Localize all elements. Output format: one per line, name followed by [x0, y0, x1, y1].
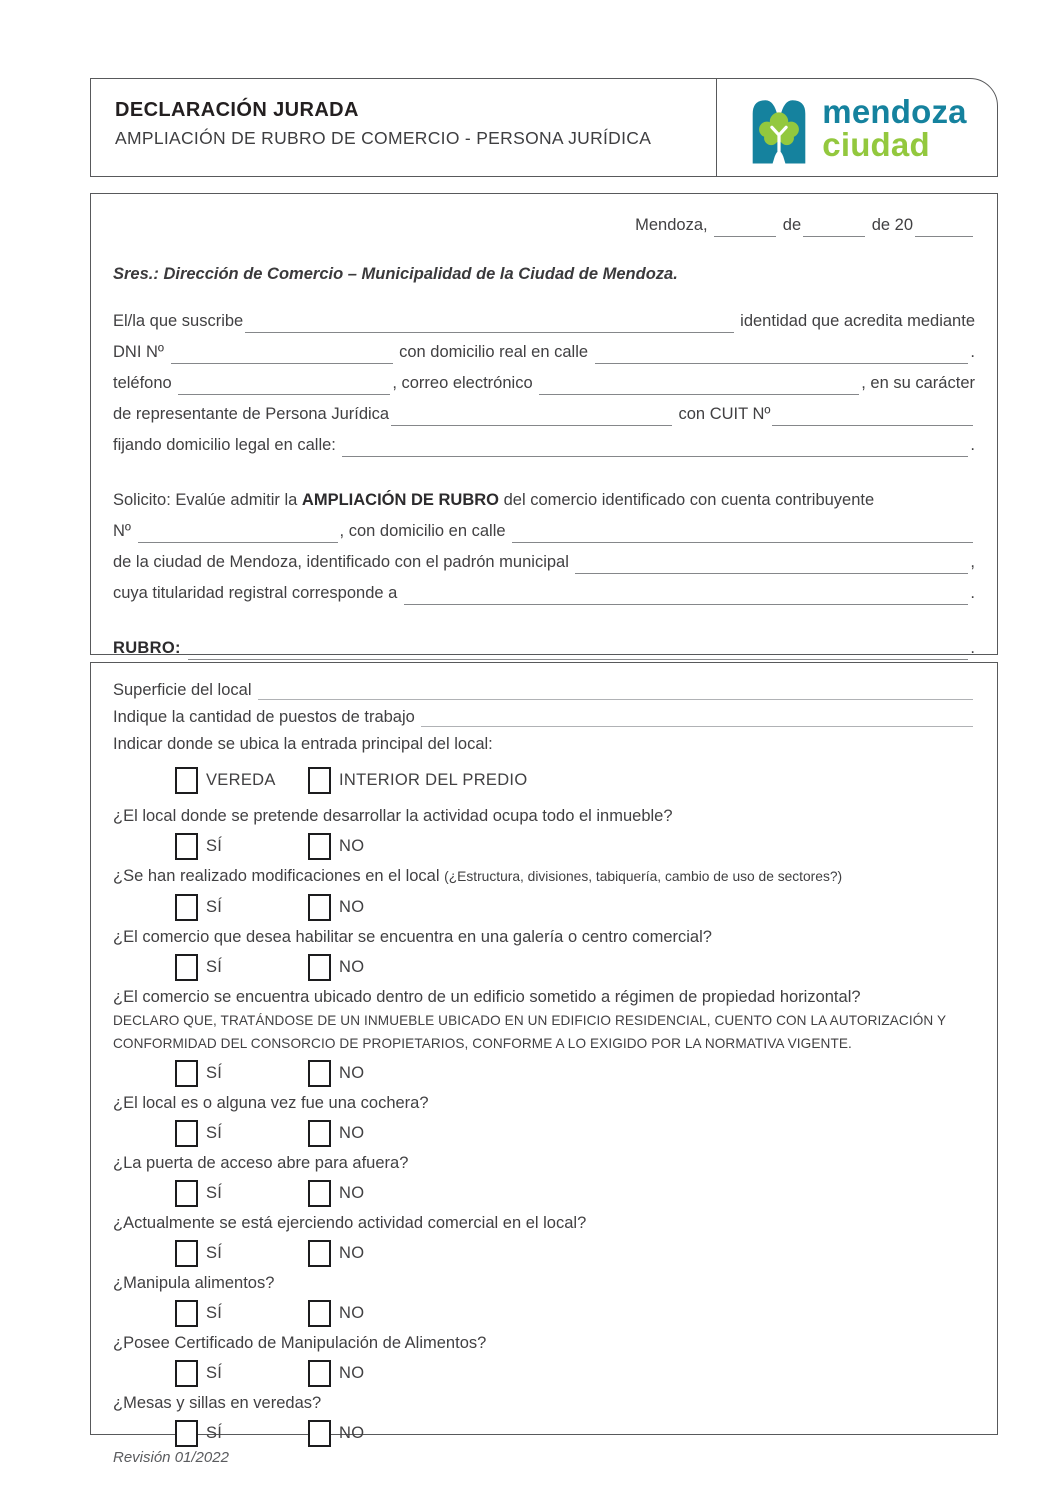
- checkbox-label: SÍ: [206, 1303, 223, 1322]
- checkbox-si[interactable]: [175, 1180, 198, 1207]
- checkbox-option: [308, 767, 527, 794]
- text-segment: Solicito: Evalúe admitir la: [113, 491, 302, 509]
- question-main-text: ¿El local es o alguna vez fue una cochera?: [113, 1094, 429, 1112]
- checkbox-no[interactable]: [308, 1240, 331, 1267]
- form-line: [113, 399, 975, 430]
- blank-field[interactable]: [575, 572, 968, 574]
- text-segment: Nº: [113, 522, 136, 540]
- text-segment: , con domicilio en calle: [339, 522, 511, 540]
- checkbox-no[interactable]: [308, 954, 331, 981]
- checkbox-label: SÍ: [206, 1123, 223, 1142]
- form-line: [113, 337, 975, 368]
- checkbox-no[interactable]: [308, 1060, 331, 1087]
- text-segment: Mendoza,: [635, 216, 713, 234]
- document-subtitle: AMPLIACIÓN DE RUBRO DE COMERCIO - PERSONA JURÍDICA: [115, 128, 652, 148]
- text-segment: fijando domicilio legal en calle:: [113, 436, 341, 454]
- blank-field[interactable]: [539, 393, 859, 395]
- logo-word-mendoza: mendoza: [822, 92, 967, 130]
- question-block: [113, 1391, 975, 1448]
- blank-field[interactable]: [595, 362, 969, 364]
- blank-field[interactable]: [404, 603, 969, 605]
- checkbox-si[interactable]: [175, 894, 198, 921]
- text-segment: de: [778, 216, 802, 234]
- yes-no-row: [175, 1178, 975, 1208]
- question-text: [113, 1151, 975, 1175]
- question-main-text: ¿Posee Certificado de Manipulación de Alimentos?: [113, 1334, 487, 1352]
- checkbox-si[interactable]: [175, 1360, 198, 1387]
- yes-no-row: [175, 1058, 975, 1088]
- checkbox-option: [308, 1240, 364, 1267]
- checkbox-si[interactable]: [175, 1120, 198, 1147]
- checkbox-label: NO: [339, 1123, 365, 1142]
- text-segment: .: [970, 343, 975, 361]
- yes-no-row: [175, 1298, 975, 1328]
- text-segment: Superficie del local: [113, 681, 257, 699]
- checkbox-label: NO: [339, 897, 365, 916]
- question-main-text: ¿Manipula alimentos?: [113, 1274, 275, 1292]
- checkbox-option: [308, 1420, 364, 1447]
- checkbox-option: [175, 1240, 308, 1267]
- question-block: [113, 1271, 975, 1328]
- text-segment: RUBRO:: [113, 639, 186, 657]
- question-block: [113, 985, 975, 1088]
- question-text: [113, 864, 975, 889]
- checkbox-label: SÍ: [206, 1063, 223, 1082]
- text-segment: del comercio identificado con cuenta contribuyente: [499, 491, 875, 509]
- checkbox-label: SÍ: [206, 897, 223, 916]
- blank-field[interactable]: [188, 658, 969, 660]
- question-text: [113, 1211, 975, 1235]
- rubro-line: [113, 633, 975, 664]
- question-text: [113, 1391, 975, 1415]
- blank-field[interactable]: [245, 331, 733, 333]
- letter-body: [113, 306, 975, 461]
- blank-field[interactable]: [178, 393, 390, 395]
- question-main-text: ¿Mesas y sillas en veredas?: [113, 1394, 322, 1412]
- text-segment: con domicilio real en calle: [394, 343, 593, 361]
- text-segment: .: [970, 639, 975, 657]
- checkbox-label: SÍ: [206, 836, 223, 855]
- question-text: [113, 804, 975, 828]
- checkbox-no[interactable]: [308, 1420, 331, 1447]
- form-line: [113, 516, 975, 547]
- logo-word-ciudad: ciudad: [822, 125, 930, 163]
- checkbox-option: [308, 1180, 364, 1207]
- checkbox-no[interactable]: [308, 1360, 331, 1387]
- checkbox-no[interactable]: [308, 1300, 331, 1327]
- form-line: [113, 430, 975, 461]
- document-title: DECLARACIÓN JURADA: [115, 99, 359, 121]
- text-segment: .: [970, 584, 975, 602]
- checkbox-no[interactable]: [308, 1180, 331, 1207]
- question-text: [113, 1091, 975, 1115]
- checkbox-label: NO: [339, 1243, 365, 1262]
- question-main-text: ¿El comercio que desea habilitar se encuentra en una galería o centro comercial?: [113, 928, 712, 946]
- checkbox-label: NO: [339, 1423, 365, 1442]
- yes-no-row: [175, 831, 975, 861]
- form-line: [113, 368, 975, 399]
- checkbox-vereda[interactable]: [175, 767, 198, 794]
- question-main-text: ¿Se han realizado modificaciones en el local: [113, 867, 445, 885]
- text-segment: cuya titularidad registral corresponde a: [113, 584, 402, 602]
- checkbox-option: [308, 1060, 364, 1087]
- blank-field[interactable]: [391, 424, 672, 426]
- checkbox-label: NO: [339, 1063, 365, 1082]
- header: [90, 78, 998, 177]
- checkbox-si[interactable]: [175, 1060, 198, 1087]
- question-main-text: ¿El local donde se pretende desarrollar la actividad ocupa todo el inmueble?: [113, 807, 673, 825]
- logo: [717, 79, 997, 176]
- blank-field[interactable]: [421, 725, 973, 727]
- blank-field[interactable]: [714, 235, 776, 237]
- text-segment: de la ciudad de Mendoza, identificado con el padrón municipal: [113, 553, 574, 571]
- checkbox-option: [175, 1180, 308, 1207]
- checkbox-label: NO: [339, 957, 365, 976]
- question-text: [113, 925, 975, 949]
- checkbox-si[interactable]: [175, 833, 198, 860]
- text-segment: DNI Nº: [113, 343, 169, 361]
- blank-field[interactable]: [915, 235, 973, 237]
- blank-field[interactable]: [803, 235, 865, 237]
- checkbox-label: NO: [339, 1303, 365, 1322]
- question-text: [113, 985, 975, 1009]
- checkbox-si[interactable]: [175, 954, 198, 981]
- question-block: [113, 804, 975, 861]
- text-segment: , correo electrónico: [392, 374, 538, 392]
- checkbox-label: VEREDA: [206, 770, 276, 789]
- text-segment: .: [970, 436, 975, 454]
- checkbox-option: [175, 833, 308, 860]
- checkbox-option: [175, 1360, 308, 1387]
- blank-field[interactable]: [342, 455, 968, 457]
- blank-field[interactable]: [258, 698, 973, 700]
- checkbox-option: [308, 894, 364, 921]
- question-block: [113, 1091, 975, 1148]
- checkbox-si[interactable]: [175, 1240, 198, 1267]
- yes-no-row: [175, 1238, 975, 1268]
- checkbox-option: [175, 1420, 308, 1447]
- letter-section: [90, 193, 998, 655]
- text-segment: , en su carácter: [861, 374, 975, 392]
- blank-field[interactable]: [772, 424, 973, 426]
- blank-field[interactable]: [138, 541, 338, 543]
- checkbox-no[interactable]: [308, 1120, 331, 1147]
- yes-no-row: [175, 892, 975, 922]
- revision-note: Revisión 01/2022: [113, 1449, 229, 1466]
- checkbox-option: [175, 1120, 308, 1147]
- addressee-line: Sres.: Dirección de Comercio – Municipalidad de la Ciudad de Mendoza.: [113, 265, 678, 283]
- form-line: [113, 306, 975, 337]
- text-segment: de representante de Persona Jurídica: [113, 405, 390, 423]
- logo-wordmark: [822, 92, 967, 163]
- mendoza-city-logo-icon: [747, 92, 811, 164]
- text-segment: identidad que acredita mediante: [735, 312, 975, 330]
- checkbox-label: SÍ: [206, 1243, 223, 1262]
- question-block: [113, 925, 975, 982]
- form-line: [113, 704, 975, 731]
- checkbox-option: [308, 1120, 364, 1147]
- yes-no-row: [175, 1358, 975, 1388]
- checkbox-option: [175, 894, 308, 921]
- question-small-text: (¿Estructura, divisiones, tabiquería, cambio de uso de sectores?): [444, 869, 843, 884]
- text-segment: Indique la cantidad de puestos de trabajo: [113, 708, 420, 726]
- checkbox-option: [175, 767, 308, 794]
- request-body: [113, 485, 975, 609]
- checkbox-label: INTERIOR DEL PREDIO: [339, 770, 528, 789]
- entrance-options-row: [175, 764, 975, 796]
- checkbox-interior-del-predio[interactable]: [308, 767, 331, 794]
- text-segment: AMPLIACIÓN DE RUBRO: [301, 491, 500, 509]
- blank-field[interactable]: [512, 541, 973, 543]
- checkbox-option: [175, 1060, 308, 1087]
- checkbox-label: NO: [339, 1183, 365, 1202]
- form-line: [113, 578, 975, 609]
- question-block: [113, 1211, 975, 1268]
- checkbox-option: [308, 1360, 364, 1387]
- question-block: [113, 1331, 975, 1388]
- question-main-text: ¿Actualmente se está ejerciendo actividad comercial en el local?: [113, 1214, 587, 1232]
- text-segment: Indicar donde se ubica la entrada principal del local:: [113, 735, 493, 753]
- checkbox-option: [308, 833, 364, 860]
- form-line: [113, 485, 975, 516]
- checkbox-option: [175, 1300, 308, 1327]
- question-main-text: ¿La puerta de acceso abre para afuera?: [113, 1154, 409, 1172]
- questions-list: [113, 804, 975, 1448]
- checkbox-label: SÍ: [206, 1423, 223, 1442]
- question-block: [113, 864, 975, 922]
- checkbox-si[interactable]: [175, 1420, 198, 1447]
- question-text: [113, 1331, 975, 1355]
- checkbox-si[interactable]: [175, 1300, 198, 1327]
- checkbox-label: NO: [339, 1363, 365, 1382]
- form-line: [113, 547, 975, 578]
- checkbox-option: [175, 954, 308, 981]
- question-main-text: ¿El comercio se encuentra ubicado dentro de un edificio sometido a régimen de propiedad horizontal?: [113, 988, 861, 1006]
- header-titles: [91, 79, 716, 176]
- form-line: [113, 731, 975, 758]
- text-segment: ,: [970, 553, 975, 571]
- checkbox-label: NO: [339, 836, 365, 855]
- form-line: [113, 677, 975, 704]
- text-segment: con CUIT Nº: [673, 405, 771, 423]
- question-block: [113, 1151, 975, 1208]
- text-segment: teléfono: [113, 374, 177, 392]
- checkbox-label: SÍ: [206, 1183, 223, 1202]
- yes-no-row: [175, 1118, 975, 1148]
- checkbox-no[interactable]: [308, 894, 331, 921]
- question-text: [113, 1271, 975, 1295]
- blank-field[interactable]: [171, 362, 393, 364]
- text-segment: El/la que suscribe: [113, 312, 244, 330]
- checkbox-label: SÍ: [206, 1363, 223, 1382]
- questionnaire-section: [90, 662, 998, 1442]
- local-intro-lines: [113, 677, 975, 758]
- question-declaration-note: DECLARO QUE, TRATÁNDOSE DE UN INMUEBLE UBICADO EN UN EDIFICIO RESIDENCIAL, CUENTO CON LA AUTORIZACIÓN Y CONFORMIDAD DEL CONSORCIO DE PROPIETARIOS, CONFORME A LO EXIGIDO POR LA NORMATIVA VIGENTE.: [113, 1013, 946, 1051]
- checkbox-label: SÍ: [206, 957, 223, 976]
- text-segment: de 20: [867, 216, 913, 234]
- yes-no-row: [175, 1418, 975, 1448]
- checkbox-option: [308, 1300, 364, 1327]
- checkbox-option: [308, 954, 364, 981]
- date-line: [113, 210, 975, 241]
- yes-no-row: [175, 952, 975, 982]
- checkbox-no[interactable]: [308, 833, 331, 860]
